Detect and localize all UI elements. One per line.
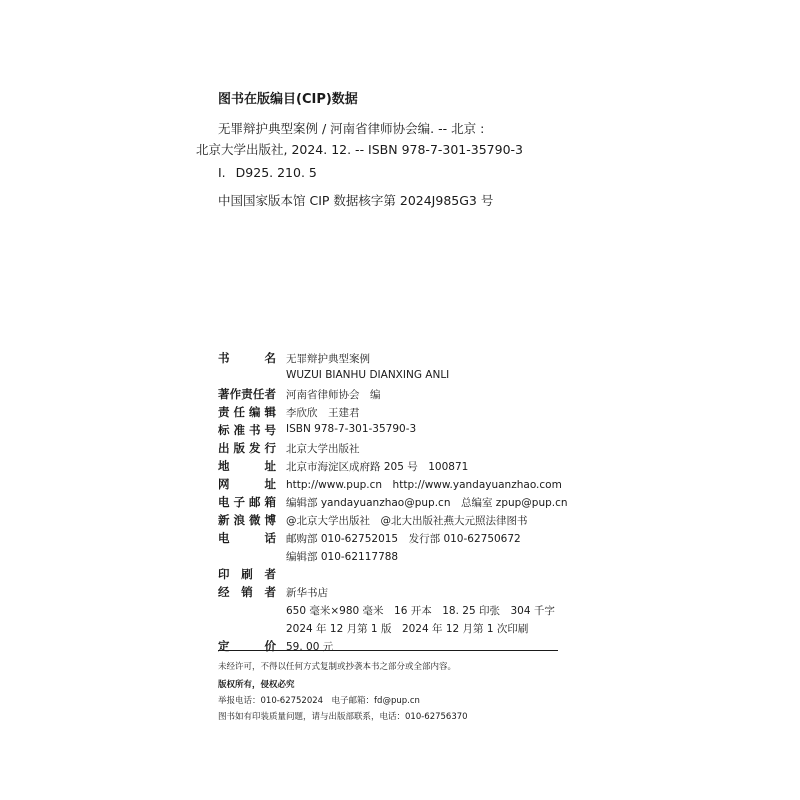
notice-quality-contact: 图书如有印装质量问题，请与出版部联系，电话：010-62756370	[218, 712, 468, 722]
label-publisher: 出 版 发 行	[218, 441, 276, 455]
value-publisher: 北京大学出版社	[286, 443, 360, 455]
footer-divider	[218, 650, 558, 651]
label-weibo: 新 浪 微 博	[218, 513, 276, 527]
notice-report-contact: 举报电话：010-62752024 电子邮箱：fd@pup.cn	[218, 696, 420, 706]
value-distributor: 新华书店	[286, 587, 328, 599]
value-phone: 邮购部 010-62752015 发行部 010-62750672	[286, 533, 521, 545]
label-email: 电 子 邮 箱	[218, 495, 276, 509]
value-author: 河南省律师协会 编	[286, 389, 381, 401]
value-email: 编辑部 yandayuanzhao@pup.cn 总编室 zpup@pup.cn	[286, 497, 568, 509]
label-isbn: 标 准 书 号	[218, 423, 276, 437]
label-distributor: 经 销 者	[218, 585, 276, 599]
value-address: 北京市海淀区成府路 205 号 100871	[286, 461, 469, 473]
value-website: http://www.pup.cn http://www.yandayuanzhao.com	[286, 479, 562, 491]
notice-rights-reserved: 版权所有，侵权必究	[218, 680, 295, 690]
label-author: 著 作 责 任 者	[218, 387, 276, 401]
cip-classification-value: D925. 210. 5	[235, 165, 317, 180]
value-format: 650 毫米×980 毫米 16 开本 18. 25 印张 304 千字	[286, 605, 555, 617]
value-phone-editorial: 编辑部 010-62117788	[286, 551, 399, 563]
label-phone: 电 话	[218, 531, 276, 545]
value-isbn: ISBN 978-7-301-35790-3	[286, 423, 417, 435]
value-editor: 李欣欣 王建君	[286, 407, 360, 419]
label-editor: 责 任 编 辑	[218, 405, 276, 419]
value-book-name: 无罪辩护典型案例	[286, 353, 370, 365]
label-book-name: 书 名	[218, 351, 276, 365]
label-price: 定 价	[218, 639, 276, 653]
value-price: 59. 00 元	[286, 641, 334, 653]
label-address: 地 址	[218, 459, 276, 473]
value-book-pinyin: WUZUI BIANHU DIANXING ANLI	[286, 369, 450, 381]
value-edition: 2024 年 12 月第 1 版 2024 年 12 月第 1 次印刷	[286, 623, 529, 635]
label-website: 网 址	[218, 477, 276, 491]
cip-classification-line	[218, 165, 317, 180]
notice-copy-restriction: 未经许可，不得以任何方式复制或抄袭本书之部分或全部内容。	[218, 662, 457, 672]
cip-record-number: 中国国家版本馆 CIP 数据核字第 2024J985G3 号	[218, 193, 494, 208]
cip-publisher-line: 北京大学出版社, 2024. 12. -- ISBN 978-7-301-35790-3	[196, 142, 524, 157]
cip-classification-prefix: Ⅰ.	[218, 165, 226, 180]
label-printer: 印 刷 者	[218, 567, 276, 581]
value-weibo: @北京大学出版社 @北大出版社燕大元照法律图书	[286, 515, 528, 527]
cip-heading: 图书在版编目(CIP)数据	[218, 92, 358, 107]
cip-title-line: 无罪辩护典型案例 / 河南省律师协会编. -- 北京 :	[218, 121, 485, 136]
